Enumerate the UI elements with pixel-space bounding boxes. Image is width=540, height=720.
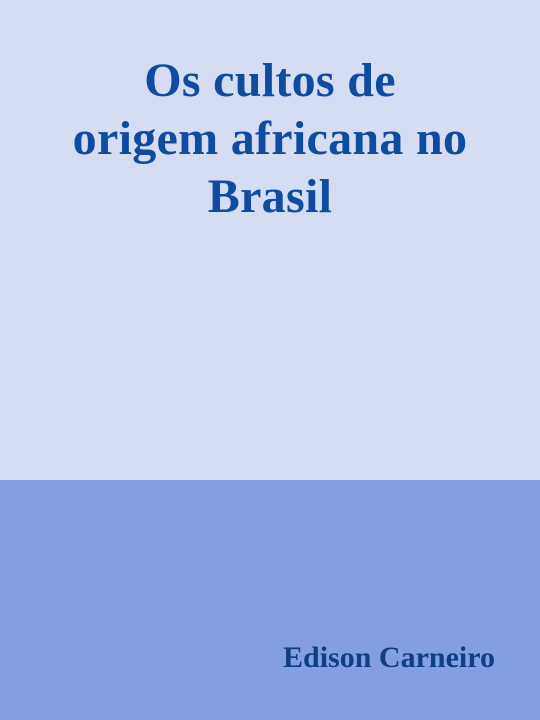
book-title [20, 52, 520, 226]
cover-bottom-panel [0, 480, 540, 720]
book-author: Edison Carneiro [283, 641, 495, 674]
book-title-line-3: Brasil [207, 170, 333, 223]
book-title-line-2: origem africana no [72, 112, 468, 165]
book-title-line-1: Os cultos de [144, 54, 396, 107]
